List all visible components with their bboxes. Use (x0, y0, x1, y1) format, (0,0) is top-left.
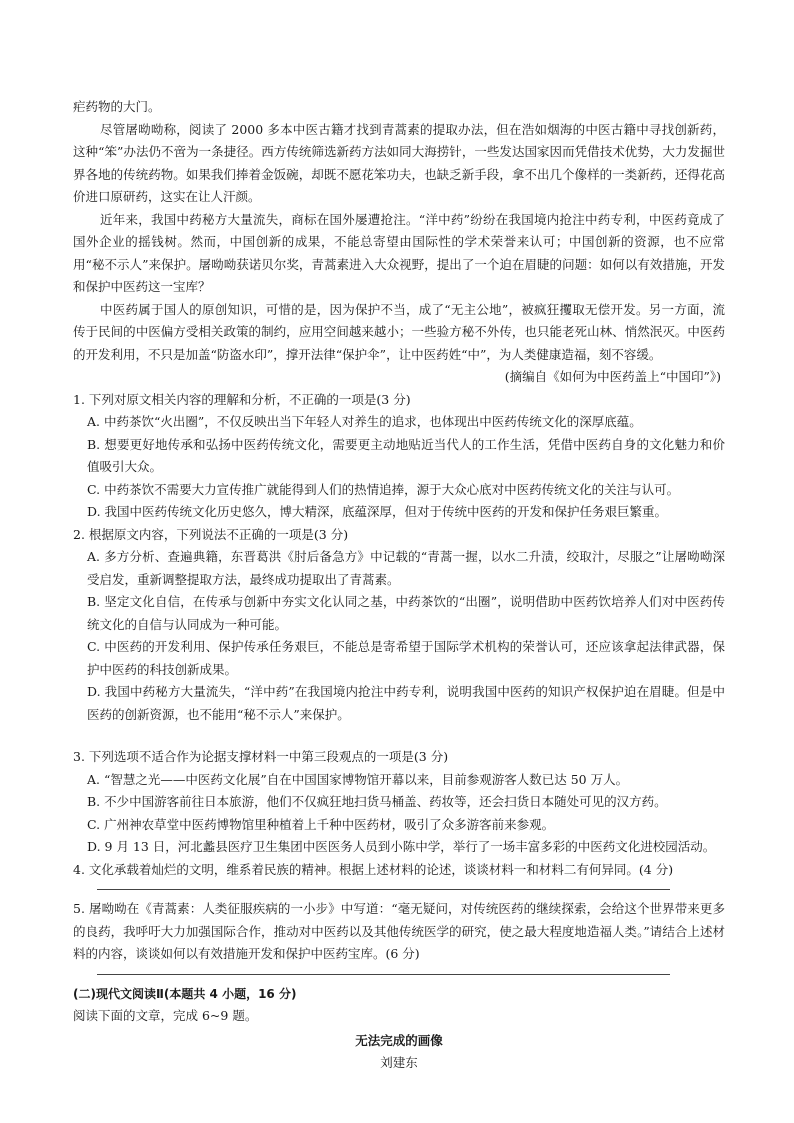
question-3-option-a: A. “智慧之光——中医药文化展”自在中国国家博物馆开幕以来，目前参观游客人数已达 50 万人。 (87, 771, 629, 787)
question-3-option-d: D. 9 月 13 日，河北蠡县医疗卫生集团中医医务人员到小陈中学，举行了一场丰富多彩的中医药文化进校园活动。 (87, 839, 716, 854)
story-title: 无法完成的画像 (355, 1032, 443, 1048)
question-2-stem: 2. 根据原文内容，下列说法不正确的一项是(3 分) (73, 526, 349, 542)
paragraph: 疟药物的大门。 (73, 99, 161, 114)
question-1-option-a: A. 中药茶饮“火出圈”，不仅反映出当下年轻人对养生的追求，也体现出中医药传统文化的深厚底蕴。 (87, 414, 642, 429)
question-1-stem: 1. 下列对原文相关内容的理解和分析，不正确的一项是(3 分) (73, 391, 411, 407)
question-2-option-d: D. 我国中药秘方大量流失，“洋中药”在我国境内抢注中药专利，说明我国中医药的知识产权保护迫在眉睫。但是中医药的创新资源，也不能用“秘不示人”来保护。 (87, 684, 725, 722)
question-1-option-d: D. 我国中医药传统文化历史悠久，博大精深，底蕴深厚，但对于传统中医药的开发和保护任务艰巨繁重。 (87, 504, 668, 519)
question-4-stem: 4. 文化承载着灿烂的文明，维系着民族的精神。根据上述材料的论述，谈谈材料一和材料二有何异同。(4 分) (73, 861, 674, 877)
exam-page (73, 96, 725, 1075)
story-author: 刘建东 (380, 1055, 418, 1070)
paragraph: 中医药属于国人的原创知识，可惜的是，因为保护不当，成了“无主公地”，被疯狂攫取无偿开发。另一方面，流传于民间的中医偏方受相关政策的制约，应用空间越来越小；一些验方秘不外传，也只能老死山林、悄然泯灭。中医药的开发利用，不只是加盖“防盗水印”，撑开法律“保护伞”，让中医药姓“中”，为人类健康造福，刻不容缓。 (73, 301, 725, 362)
question-5-stem: 5. 屠呦呦在《青蒿素：人类征服疾病的一小步》中写道：“毫无疑问，对传统医药的继续探索，会给这个世界带来更多的良药，我呼吁大力加强国际合作，推动对中医药以及其他传统医学的研究，使之最大程度地造福人类。”请结合上述材料的内容，谈谈如何以有效措施开发和保护中医药宝库。(6 分) (73, 901, 725, 961)
section-heading: (二)现代文阅读Ⅱ(本题共 4 小题，16 分) (73, 986, 297, 1001)
question-3-option-c: C. 广州神农草堂中医药博物馆里种植着上千种中医药材，吸引了众多游客前来参观。 (87, 816, 555, 832)
section-instruction: 阅读下面的文章，完成 6~9 题。 (73, 1008, 258, 1023)
answer-line (97, 974, 670, 975)
question-1-option-c: C. 中药茶饮不需要大力宣传推广就能得到人们的热情追捧，源于大众心底对中医药传统文化的关注与认可。 (87, 481, 680, 497)
paragraph: 近年来，我国中药秘方大量流失，商标在国外屡遭抢注。“洋中药”纷纷在我国境内抢注中药专利，中医药竟成了国外企业的摇钱树。然而，中国创新的成果，不能总寄望由国际性的学术荣誉来认可；中国创新的资源，也不应常用“秘不示人”来保护。屠呦呦获诺贝尔奖，青蒿素进入大众视野，提出了一个迫在眉睫的问题：如何以有效措施，开发和保护中医药这一宝库？ (73, 211, 725, 294)
question-1-option-b: B. 想要更好地传承和弘扬中医药传统文化，需要更主动地贴近当代人的工作生活，凭借中医药自身的文化魅力和价值吸引大众。 (87, 436, 725, 474)
question-2-option-b: B. 坚定文化自信，在传承与创新中夯实文化认同之基，中药茶饮的“出圈”，说明借助中医药饮培养人们对中医药传统文化的自信与认同成为一种可能。 (87, 594, 725, 632)
paragraph: 尽管屠呦呦称，阅读了 2000 多本中医古籍才找到青蒿素的提取办法，但在浩如烟海的中医古籍中寻找创新药，这种“笨”办法仍不啻为一条捷径。西方传统筛选新药方法如同大海捞针，一些发达国家因而凭借技术优势，大力发掘世界各地的传统药物。如果我们捧着金饭碗，却既不愿花笨功夫，也缺乏新手段，拿不出几个像样的一类新药，还得花高价进口原研药，这实在让人汗颜。 (73, 121, 725, 204)
question-3-option-b: B. 不少中国游客前往日本旅游，他们不仅疯狂地扫货马桶盖、药妆等，还会扫货日本随处可见的汉方药。 (87, 794, 667, 809)
spacer (73, 726, 725, 746)
question-2-option-c: C. 中医药的开发利用、保护传承任务艰巨，不能总是寄希望于国际学术机构的荣誉认可，还应该拿起法律武器，保护中医药的科技创新成果。 (87, 639, 725, 677)
answer-line (97, 889, 670, 890)
question-3-stem: 3. 下列选项不适合作为论据支撑材料一中第三段观点的一项是(3 分) (73, 749, 449, 764)
question-2-option-a: A. 多方分析、查遍典籍，东晋葛洪《肘后备急方》中记载的“青蒿一握，以水二升渍，绞取汁，尽服之”让屠呦呦深受启发，重新调整提取方法，最终成功提取出了青蒿素。 (87, 549, 725, 587)
source-citation: (摘编自《如何为中医药盖上“中国印”》) (504, 369, 721, 384)
